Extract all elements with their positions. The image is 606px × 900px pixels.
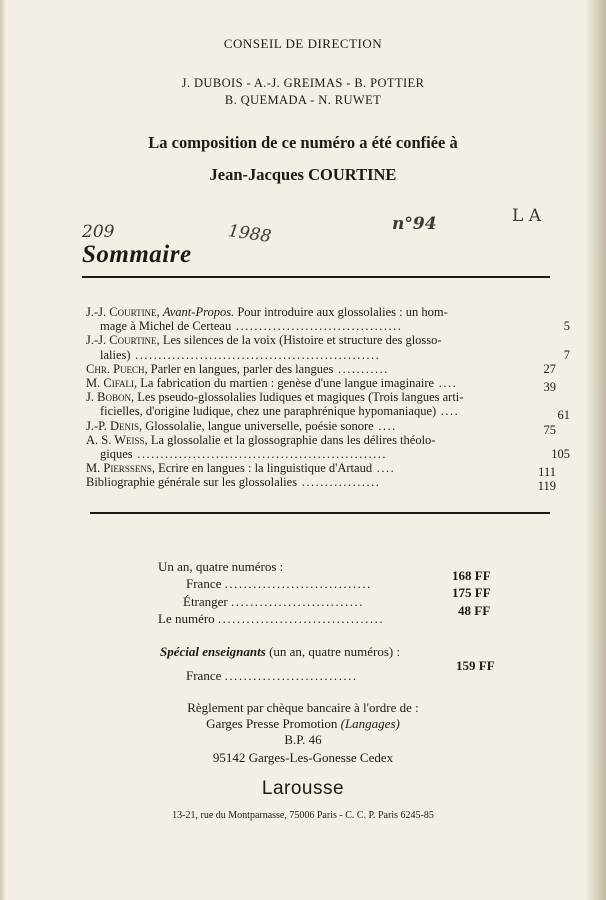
- toc-author: M. Cifali,: [86, 376, 141, 390]
- toc-entry-text: [100, 348, 380, 362]
- special-teachers-label: Spécial enseignants: [160, 644, 266, 659]
- dot-leader: ...........: [333, 361, 389, 376]
- handwritten-note-number: 209: [82, 222, 115, 242]
- toc-entry-text: [86, 362, 389, 376]
- dot-leader: ....: [436, 404, 460, 419]
- dot-leader: ....: [372, 461, 396, 476]
- dot-leader: ....: [434, 376, 458, 390]
- toc-title: Ecrire en langues : la linguistique d'Artaud: [158, 461, 373, 476]
- toc-title: mage à Michel de Certeau: [100, 319, 232, 334]
- toc-author: A. S. Weiss,: [86, 432, 151, 447]
- council-members-line-2: B. QUEMADA - N. RUWET: [224, 93, 382, 107]
- toc-title: Parler en langues, parler des langues: [150, 361, 334, 376]
- toc-line: [86, 362, 556, 376]
- toc-page-number: 61: [557, 408, 570, 423]
- composition-statement: La composition de ce numéro a été confiée à: [148, 133, 458, 152]
- dot-leader: ...................................: [217, 611, 385, 626]
- price-row-france: [186, 576, 372, 592]
- dot-leader: ....: [373, 418, 397, 433]
- handwritten-year: 1988: [226, 221, 273, 247]
- toc-title: ficielles, d'origine ludique, chez une paraphrénique hypomaniaque): [100, 404, 437, 419]
- sommaire-title: Sommaire: [82, 241, 192, 268]
- sommaire-bottom-rule: [90, 512, 550, 514]
- toc-page-number: 75: [543, 422, 556, 437]
- toc-line: [86, 319, 570, 333]
- toc-italic-title: Avant-Propos.: [162, 305, 235, 319]
- toc-entry-text: [100, 404, 459, 418]
- payment-line-3: B.P. 46: [284, 732, 322, 747]
- toc-entry-text: [86, 433, 435, 447]
- publisher-address: 13-21, rue du Montparnasse, 75006 Paris - C. C. P. Paris 6245-85: [172, 810, 434, 821]
- toc-entry-text: [86, 333, 442, 347]
- dot-leader: ............................: [231, 594, 365, 609]
- toc-author: J.-J. Courtine,: [86, 333, 163, 348]
- toc-entry-text: [86, 376, 457, 390]
- price-label-special-france: France: [186, 668, 222, 683]
- toc-title: Les silences de la voix (Histoire et structure des glosso-: [162, 333, 442, 348]
- dot-leader: .....................................................: [130, 347, 381, 362]
- publisher-brand: Larousse: [261, 778, 345, 799]
- sommaire-top-rule: [82, 276, 550, 278]
- dot-leader: ......................................................: [132, 447, 388, 461]
- price-value-france: 168 FF: [452, 568, 491, 583]
- price-label-numero: Le numéro: [158, 611, 215, 626]
- price-row-numero: [158, 611, 384, 627]
- toc-line: [86, 433, 556, 447]
- toc-page-number: 105: [551, 447, 570, 461]
- council-members-line-1: J. DUBOIS - A.-J. GREIMAS - B. POTTIER: [181, 76, 425, 90]
- price-row-etranger: [183, 594, 364, 610]
- toc-line: [86, 333, 556, 347]
- toc-author: J. Bobon,: [86, 390, 138, 405]
- payment-line-2: [0, 716, 606, 732]
- price-row-special-france: [186, 668, 358, 684]
- toc-page-number: 7: [563, 347, 570, 362]
- toc-author: M. Pierssens,: [86, 461, 159, 476]
- toc-line: [86, 447, 570, 461]
- toc-page-number: 27: [543, 361, 556, 376]
- toc-title: Pour introduire aux glossolalies : un hom-: [234, 305, 448, 319]
- dot-leader: ............................: [224, 668, 358, 683]
- price-value-special-france: 159 FF: [456, 658, 495, 673]
- toc-page-number: 5: [563, 319, 570, 334]
- toc-line: [86, 348, 570, 362]
- toc-title: Bibliographie générale sur les glossolalies: [86, 475, 298, 490]
- toc-entry-text: [86, 461, 395, 475]
- handwritten-issue-number: n°94: [392, 214, 437, 234]
- toc-line: [86, 376, 556, 394]
- council-title: CONSEIL DE DIRECTION: [223, 36, 383, 51]
- toc-page-number: 111: [538, 465, 556, 480]
- payment-line-4: 95142 Garges-Les-Gonesse Cedex: [212, 750, 394, 765]
- toc-entry-text: [86, 305, 448, 319]
- subscription-heading: Un an, quatre numéros :: [158, 559, 284, 574]
- toc-title: La fabrication du martien : genèse d'une langue imaginaire: [140, 376, 435, 390]
- dot-leader: ...............................: [224, 576, 372, 591]
- price-label-france: France: [186, 576, 222, 591]
- toc-entry-text: [100, 447, 387, 461]
- toc-entry-text: [86, 475, 380, 489]
- toc-entry-text: [100, 319, 402, 333]
- dot-leader: .................: [297, 475, 381, 490]
- toc-line: [86, 475, 556, 494]
- toc-author: Chr. Puech,: [86, 361, 151, 376]
- toc-title: La glossolalie et la glossographie dans les délires théolo-: [150, 432, 436, 447]
- toc-line: [86, 404, 570, 423]
- issue-editor: Jean-Jacques COURTINE: [209, 165, 397, 184]
- price-label-etranger: Étranger: [183, 594, 228, 609]
- special-teachers-heading: [160, 644, 400, 660]
- price-value-etranger: 175 FF: [452, 585, 491, 600]
- special-teachers-detail: (un an, quatre numéros) :: [265, 644, 401, 659]
- price-value-numero: 48 FF: [458, 603, 491, 618]
- toc-title: lalies): [100, 347, 131, 362]
- toc-author: J.-P. Denis,: [86, 418, 146, 433]
- dot-leader: ....................................: [231, 319, 403, 334]
- toc-title: Glossolalie, langue universelle, poésie sonore: [145, 418, 374, 433]
- toc-line: [86, 305, 556, 319]
- payment-payee: Garges Presse Promotion: [206, 716, 338, 731]
- toc-author: J.-J. Courtine,: [86, 305, 163, 319]
- toc-page-number: 119: [537, 479, 556, 494]
- toc-title: Les pseudo-glossolalies ludiques et magiques (Trois langues arti-: [137, 390, 464, 405]
- payment-line-1: Règlement par chèque bancaire à l'ordre de :: [187, 700, 419, 715]
- toc-line: [86, 390, 556, 404]
- toc-line: [86, 461, 556, 480]
- toc-page-number: 39: [543, 380, 556, 394]
- handwritten-code: L A: [512, 206, 541, 226]
- payment-payee-note: (Langages): [340, 716, 400, 731]
- toc-entry-text: [86, 419, 397, 433]
- toc-entry-text: [86, 390, 463, 404]
- toc-title: giques: [100, 447, 133, 461]
- toc-line: [86, 418, 556, 437]
